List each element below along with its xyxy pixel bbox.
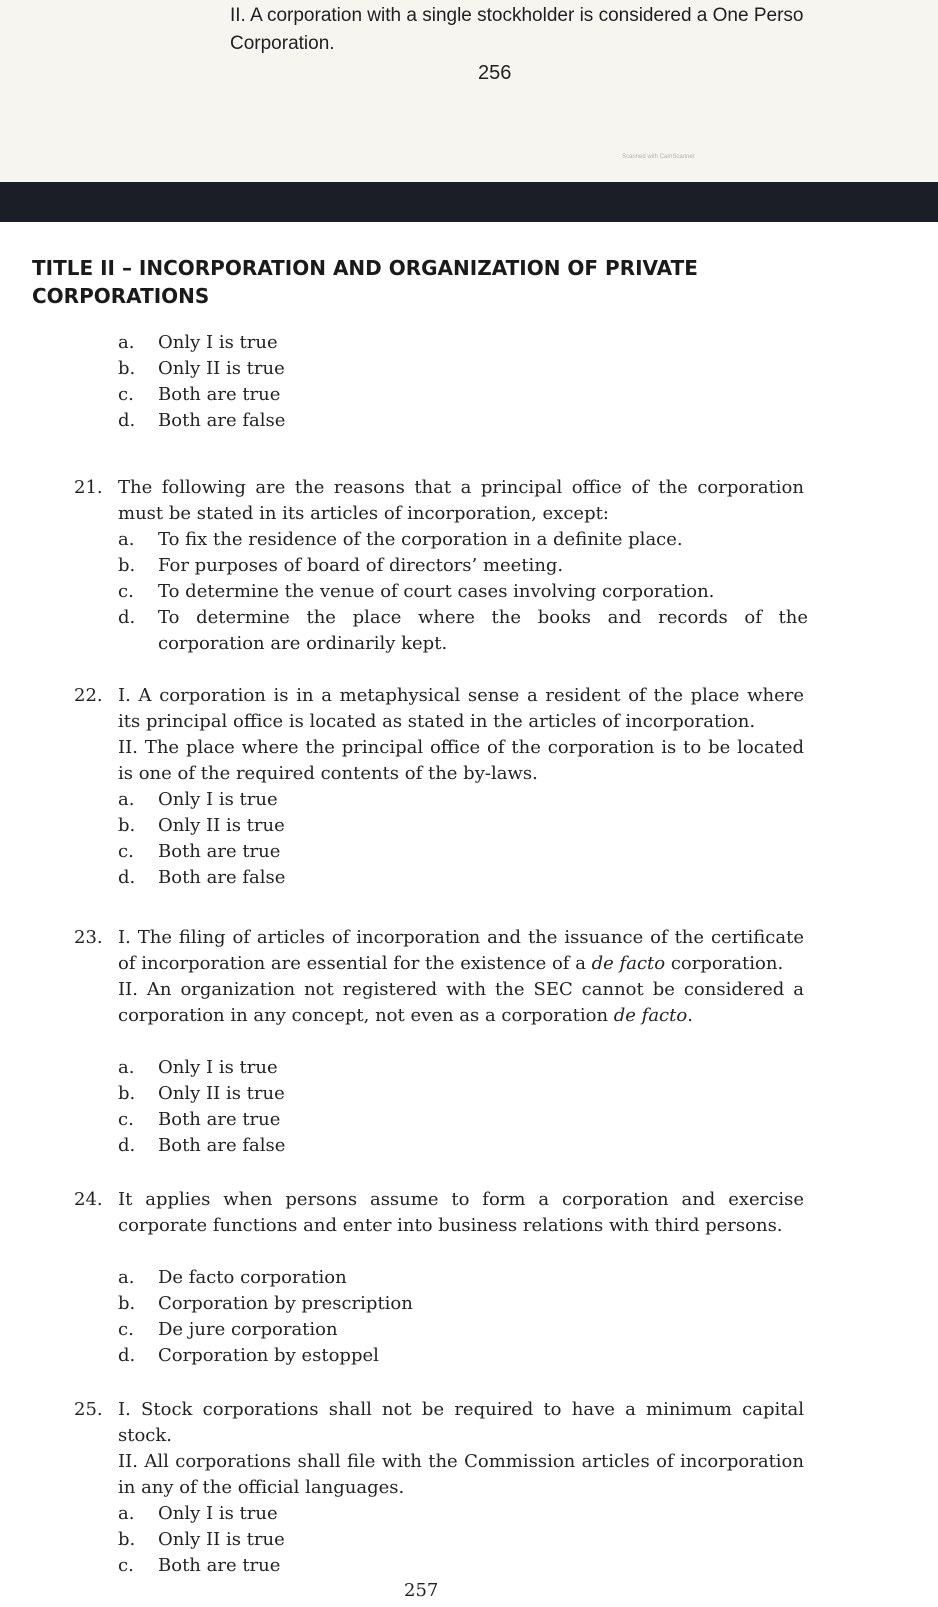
carryover-options — [118, 330, 808, 434]
option-c: c. Both are true — [118, 1555, 281, 1576]
question-number: 21. — [74, 477, 103, 498]
question-24 — [74, 1187, 804, 1239]
scanner-watermark: Scanned with CamScanner — [622, 154, 695, 160]
question-23-options — [118, 1055, 808, 1159]
option-a: a. Only I is true — [118, 332, 278, 353]
question-number: 22. — [74, 685, 103, 706]
option-b: b. Only II is true — [118, 1083, 285, 1104]
question-text: It applies when persons assume to form a corporation and exercise corporate functions and enter into business relations with third persons. — [118, 1189, 804, 1236]
question-25 — [74, 1397, 804, 1501]
question-number: 23. — [74, 927, 103, 948]
question-number: 25. — [74, 1399, 103, 1420]
question-number: 24. — [74, 1189, 103, 1210]
option-b: b. Corporation by prescription — [118, 1293, 413, 1314]
question-text: The following are the reasons that a principal office of the corporation must be stated in its articles of incorporation, except: — [118, 477, 804, 524]
option-d: d. Both are false — [118, 867, 286, 888]
question-22-options — [118, 787, 808, 891]
question-21 — [74, 475, 804, 527]
option-a: a. Only I is true — [118, 1503, 278, 1524]
option-c: c. Both are true — [118, 384, 281, 405]
option-b: b. Only II is true — [118, 1529, 285, 1550]
option-a: a. De facto corporation — [118, 1267, 347, 1288]
option-b: b. Only II is true — [118, 358, 285, 379]
option-d: d. Corporation by estoppel — [118, 1345, 379, 1366]
question-22 — [74, 683, 804, 787]
page-divider-band — [0, 182, 938, 222]
option-a: a. Only I is true — [118, 1057, 278, 1078]
statement-1: I. The filing of articles of incorporation and the issuance of the certificate of incorporation are essential for the existence of a de facto corporation. — [118, 927, 804, 974]
question-25-options — [118, 1501, 808, 1579]
previous-page-statement: II. A corporation with a single stockholder is considered a One Perso Corporation. — [230, 5, 804, 54]
option-c: c. To determine the venue of court cases involving corporation. — [118, 581, 715, 602]
statement-2: II. The place where the principal office of the corporation is to be located is one of the required contents of the by-laws. — [118, 737, 804, 784]
option-d: d. Both are false — [118, 1135, 286, 1156]
statement-1: I. A corporation is in a metaphysical sense a resident of the place where its principal office is located as stated in the articles of incorporation. — [118, 685, 804, 732]
option-a: a. Only I is true — [118, 789, 278, 810]
question-21-options — [118, 527, 808, 657]
question-24-options — [118, 1265, 808, 1369]
page-number: 257 — [404, 1580, 439, 1601]
option-c: c. De jure corporation — [118, 1319, 338, 1340]
option-c: c. Both are true — [118, 841, 281, 862]
statement-2: II. An organization not registered with the SEC cannot be considered a corporation in any concept, not even as a corporation de facto. — [118, 979, 804, 1026]
option-b: b. For purposes of board of directors’ meeting. — [118, 555, 564, 576]
option-a: a. To fix the residence of the corporation in a definite place. — [118, 529, 683, 550]
option-d: d. To determine the place where the books and records of the corporation are ordinarily kept. — [118, 607, 808, 654]
section-title: TITLE II – INCORPORATION AND ORGANIZATION OF PRIVATE CORPORATIONS — [32, 256, 698, 308]
option-c: c. Both are true — [118, 1109, 281, 1130]
previous-page-fragment — [0, 0, 938, 182]
option-b: b. Only II is true — [118, 815, 285, 836]
statement-1: I. Stock corporations shall not be required to have a minimum capital stock. — [118, 1399, 804, 1446]
option-d: d. Both are false — [118, 410, 286, 431]
previous-page-number: 256 — [478, 62, 512, 84]
question-23 — [74, 925, 804, 1029]
statement-2: II. All corporations shall file with the Commission articles of incorporation in any of the official languages. — [118, 1451, 804, 1498]
